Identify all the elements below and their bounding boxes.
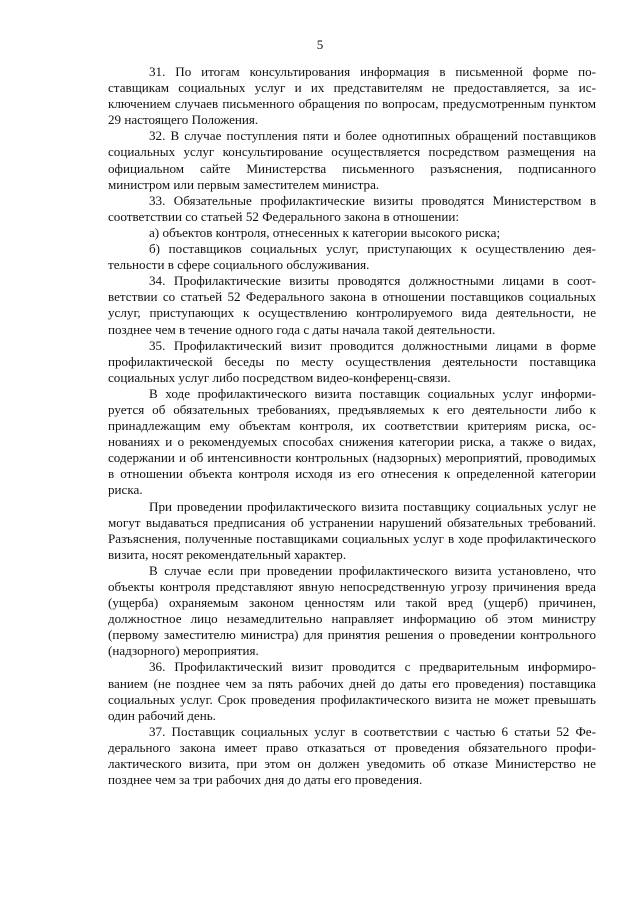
- paragraph-33: 33. Обязательные профилактические визиты проводятся Министерством в соответствии со статьей 52 Федерального закона в отношении:: [108, 192, 596, 224]
- paragraph-35-visit-content: В ходе профилактического визита поставщик социальных услуг информируется об обязательных требованиях, предъявляемых к его деятельности либо к принадлежащим ему объектам контроля, их соответствии критериям риска, основаниях и о рекомендуемых способах снижения категории риска, а также о видах, содержании и об интенсивности контрольных (надзорных) мероприятий, проводимых в отношении объекта контроля исходя из его отнесения к определенной категории риска.: [108, 385, 596, 498]
- paragraph-35-no-orders: При проведении профилактического визита поставщику социальных услуг не могут выдаваться предписания об устранении нарушений обязательных требований. Разъяснения, полученные поставщиками социальных услуг в ходе профилактического визита, носят рекомендательный характер.: [108, 498, 596, 562]
- page-number: 5: [316, 37, 324, 52]
- paragraph-35: 35. Профилактический визит проводится должностными лицами в форме профилактической беседы по месту осуществления деятельности поставщика социальных услуг либо посредством видео-конференц-связи.: [108, 337, 596, 385]
- paragraph-32: 32. В случае поступления пяти и более однотипных обращений поставщиков социальных услуг консультирование осуществляется посредством размещения на официальном сайте Министерства письменного разъяснения, подписанного министром или первым заместителем министра.: [108, 128, 596, 192]
- paragraph-37: 37. Поставщик социальных услуг в соответствии с частью 6 статьи 52 Федерального закона имеет право отказаться от проведения обязательного профилактического визита, при этом он должен уведомить об отказе Министерство не позднее чем за три рабочих дня до даты его проведения.: [108, 723, 596, 788]
- paragraph-33-item-a: а) объектов контроля, отнесенных к категории высокого риска;: [149, 224, 501, 240]
- paragraph-36: 36. Профилактический визит проводится с предварительным информированием (не позднее чем за пять рабочих дней до даты его проведения) поставщика социальных услуг. Срок проведения профилактического визита не может превышать один рабочий день.: [108, 659, 596, 723]
- paragraph-33-item-b: б) поставщиков социальных услуг, приступающих к осуществлению деятельности в сфере социального обслуживания.: [108, 241, 596, 273]
- paragraph-35-threat-case: В случае если при проведении профилактического визита установлено, что объекты контроля представляют явную непосредственную угрозу причинения вреда (ущерба) охраняемым законом ценностям или такой вред (ущерб) причинен, должностное лицо незамедлительно направляет информацию об этом министру (первому заместителю министра) для принятия решения о проведении контрольного (надзорного) мероприятия.: [108, 562, 596, 659]
- document-body: [108, 64, 596, 788]
- paragraph-34: 34. Профилактические визиты проводятся должностными лицами в соответствии со статьей 52 Федерального закона в отношении поставщиков социальных услуг, приступающих к осуществлению контролируемого вида деятельности, не позднее чем в течение одного года с даты начала такой деятельности.: [108, 273, 596, 337]
- paragraph-31: 31. По итогам консультирования информация в письменной форме поставщикам социальных услуг и их представителям не предоставляется, за исключением случаев письменного обращения по вопросам, предусмотренным пунктом 29 настоящего Положения.: [108, 64, 596, 128]
